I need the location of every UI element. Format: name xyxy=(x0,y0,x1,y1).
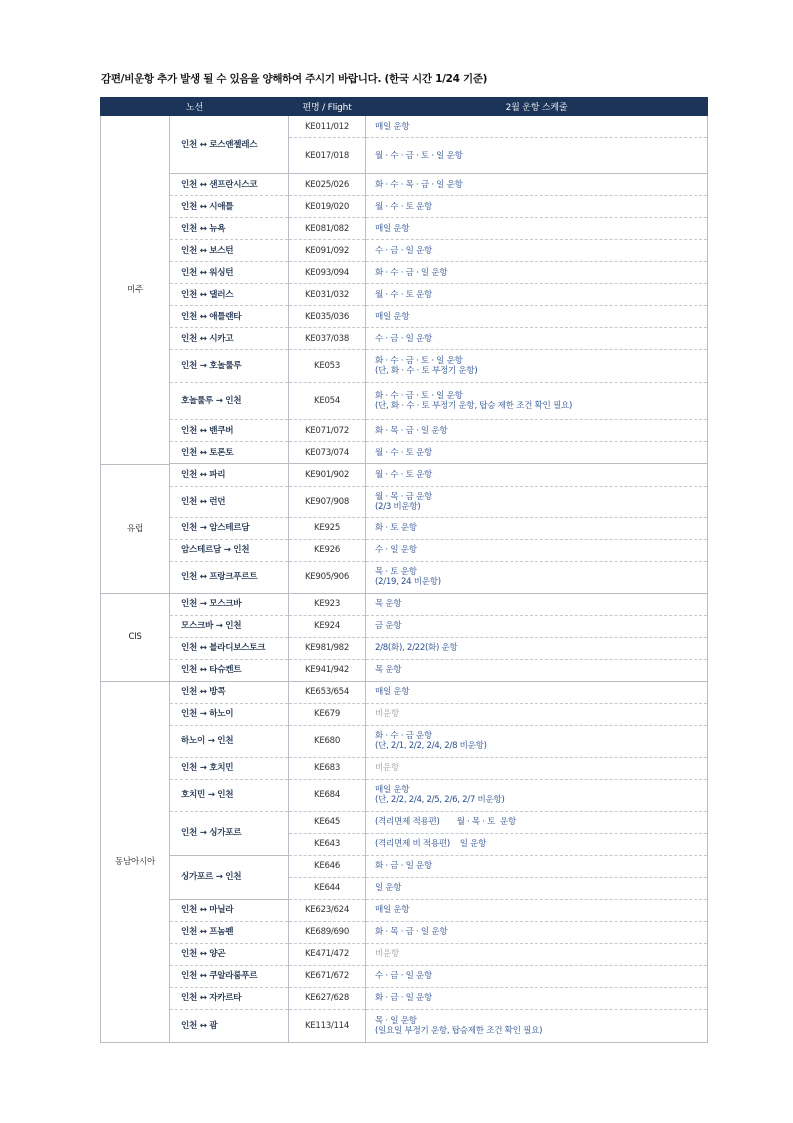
schedule-note: (단, 화 · 수 · 토 부정기 운항, 탑승 제한 조건 확인 필요) xyxy=(375,401,573,411)
table-row xyxy=(101,681,708,703)
table-row xyxy=(101,593,708,615)
route-name: 인천 ↔ 애틀랜타 xyxy=(170,306,289,328)
table-row xyxy=(101,757,708,779)
flight-number: KE684 xyxy=(289,779,366,811)
table-row xyxy=(101,284,708,306)
schedule-days: (격리면제 적용편) 월 · 목 · 토 운항 xyxy=(366,811,708,833)
flight-number: KE923 xyxy=(289,593,366,615)
flight-number: KE645 xyxy=(289,811,366,833)
flight-number: KE907/908 xyxy=(289,486,366,517)
schedule-days: 비운항 xyxy=(366,703,708,725)
schedule-days xyxy=(366,350,708,383)
schedule-note: (일요일 부정기 운항, 탑승제한 조건 확인 필요) xyxy=(375,1025,543,1036)
schedule-line: 화 · 수 · 금 운항 xyxy=(375,731,433,741)
flight-number: KE025/026 xyxy=(289,174,366,196)
flight-number: KE091/092 xyxy=(289,240,366,262)
flight-schedule-table xyxy=(100,97,708,1043)
schedule-days: 월 · 수 · 토 운항 xyxy=(366,284,708,306)
route-name: 인천 ↔ 밴쿠버 xyxy=(170,420,289,442)
region-southeast-asia: 동남아시아 xyxy=(101,681,170,1042)
schedule-days: 화 · 금 · 일 운항 xyxy=(366,855,708,877)
schedule-days: 수 · 금 · 일 운항 xyxy=(366,965,708,987)
schedule-line: 월 · 목 · 금 운항 xyxy=(375,491,433,502)
table-row xyxy=(101,899,708,921)
table-row xyxy=(101,464,708,486)
route-name: 인천 ↔ 타슈켄트 xyxy=(170,659,289,681)
route-name: 암스테르담 → 인천 xyxy=(170,539,289,561)
flight-number: KE093/094 xyxy=(289,262,366,284)
schedule-days xyxy=(366,1009,708,1042)
flight-number: KE081/082 xyxy=(289,218,366,240)
flight-number: KE926 xyxy=(289,539,366,561)
route-name: 인천 ↔ 쿠알라룸푸르 xyxy=(170,965,289,987)
schedule-days: 비운항 xyxy=(366,943,708,965)
notice-text: 감편/비운항 추가 발생 될 수 있음을 양해하여 주시기 바랍니다. (한국 시간 1/24 기준) xyxy=(101,73,488,85)
table-row xyxy=(101,262,708,284)
schedule-days: 수 · 일 운항 xyxy=(366,539,708,561)
table-row xyxy=(101,174,708,196)
schedule-days: 2/8(화), 2/22(화) 운항 xyxy=(366,637,708,659)
schedule-line: 목 · 일 운항 xyxy=(375,1015,417,1026)
schedule-days: 목 운항 xyxy=(366,593,708,615)
table-row xyxy=(101,240,708,262)
route-name: 인천 ↔ 샌프란시스코 xyxy=(170,174,289,196)
region-europe: 유럽 xyxy=(101,464,170,593)
flight-number: KE011/012 xyxy=(289,116,366,138)
flight-number: KE053 xyxy=(289,350,366,383)
route-name: 인천 ↔ 런던 xyxy=(170,486,289,517)
schedule-days: 화 · 수 · 목 · 금 · 일 운항 xyxy=(366,174,708,196)
schedule-days: 매일 운항 xyxy=(366,306,708,328)
schedule-days: 월 · 수 · 금 · 토 · 일 운항 xyxy=(366,138,708,174)
flight-number: KE646 xyxy=(289,855,366,877)
schedule-days xyxy=(366,383,708,420)
schedule-days: 매일 운항 xyxy=(366,116,708,138)
table-row xyxy=(101,811,708,833)
schedule-note: (단, 2/1, 2/2, 2/4, 2/8 비운항) xyxy=(375,741,487,751)
schedule-note: (단, 2/2, 2/4, 2/5, 2/6, 2/7 비운항) xyxy=(375,795,505,805)
route-name: 인천 ↔ 양곤 xyxy=(170,943,289,965)
schedule-days xyxy=(366,561,708,593)
flight-number: KE683 xyxy=(289,757,366,779)
schedule-days: 월 · 수 · 토 운항 xyxy=(366,196,708,218)
route-name: 호놀룰루 → 인천 xyxy=(170,383,289,420)
route-name: 인천 ↔ 뉴욕 xyxy=(170,218,289,240)
table-row xyxy=(101,637,708,659)
schedule-days: (격리면제 비 적용편) 일 운항 xyxy=(366,833,708,855)
table-row xyxy=(101,486,708,517)
flight-number: KE689/690 xyxy=(289,921,366,943)
schedule-line: 화 · 수 · 금 · 토 · 일 운항 xyxy=(375,356,463,366)
route-name: 인천 ↔ 파리 xyxy=(170,464,289,486)
table-row xyxy=(101,306,708,328)
schedule-days: 목 운항 xyxy=(366,659,708,681)
schedule-days: 화 · 목 · 금 · 일 운항 xyxy=(366,921,708,943)
flight-number: KE627/628 xyxy=(289,987,366,1009)
schedule-days: 매일 운항 xyxy=(366,681,708,703)
flight-number: KE073/074 xyxy=(289,442,366,464)
flight-number: KE643 xyxy=(289,833,366,855)
route-name: 하노이 → 인천 xyxy=(170,725,289,757)
flight-number: KE679 xyxy=(289,703,366,725)
header-route: 노선 xyxy=(101,98,289,116)
schedule-days: 수 · 금 · 일 운항 xyxy=(366,328,708,350)
table-row xyxy=(101,561,708,593)
flight-number: KE924 xyxy=(289,615,366,637)
flight-number: KE031/032 xyxy=(289,284,366,306)
route-name: 인천 → 암스테르담 xyxy=(170,517,289,539)
route-name: 인천 ↔ 시카고 xyxy=(170,328,289,350)
flight-number: KE471/472 xyxy=(289,943,366,965)
schedule-line: 화 · 수 · 금 · 토 · 일 운항 xyxy=(375,391,463,401)
flight-number: KE671/672 xyxy=(289,965,366,987)
table-row xyxy=(101,116,708,138)
schedule-days xyxy=(366,725,708,757)
route-name: 인천 → 모스크바 xyxy=(170,593,289,615)
table-row xyxy=(101,350,708,383)
flight-number: KE644 xyxy=(289,877,366,899)
table-row xyxy=(101,442,708,464)
route-name: 인천 → 하노이 xyxy=(170,703,289,725)
route-name: 인천 ↔ 시애틀 xyxy=(170,196,289,218)
schedule-days: 매일 운항 xyxy=(366,218,708,240)
schedule-note: (2/3 비운항) xyxy=(375,501,421,512)
schedule-line: 목 · 토 운항 xyxy=(375,567,417,577)
table-row xyxy=(101,196,708,218)
flight-number: KE071/072 xyxy=(289,420,366,442)
flight-number: KE623/624 xyxy=(289,899,366,921)
schedule-days: 화 · 금 · 일 운항 xyxy=(366,987,708,1009)
route-name: 인천 ↔ 프놈펜 xyxy=(170,921,289,943)
route-name: 인천 ↔ 자카르타 xyxy=(170,987,289,1009)
table-row xyxy=(101,659,708,681)
schedule-days: 화 · 토 운항 xyxy=(366,517,708,539)
flight-number: KE113/114 xyxy=(289,1009,366,1042)
flight-number: KE019/020 xyxy=(289,196,366,218)
flight-number: KE017/018 xyxy=(289,138,366,174)
flight-number: KE901/902 xyxy=(289,464,366,486)
table-row xyxy=(101,328,708,350)
region-cis: CIS xyxy=(101,593,170,681)
flight-number: KE653/654 xyxy=(289,681,366,703)
schedule-days: 화 · 목 · 금 · 일 운항 xyxy=(366,420,708,442)
route-name: 인천 ↔ 괌 xyxy=(170,1009,289,1042)
schedule-line: 매일 운항 xyxy=(375,785,410,795)
table-row xyxy=(101,779,708,811)
route-name: 호치민 → 인천 xyxy=(170,779,289,811)
route-name: 인천 ↔ 워싱턴 xyxy=(170,262,289,284)
table-row xyxy=(101,703,708,725)
flight-number: KE941/942 xyxy=(289,659,366,681)
table-row xyxy=(101,965,708,987)
schedule-days: 비운항 xyxy=(366,757,708,779)
table-row xyxy=(101,921,708,943)
table-row xyxy=(101,420,708,442)
header-schedule: 2월 운항 스케줄 xyxy=(366,98,708,116)
table-row xyxy=(101,1009,708,1042)
schedule-days xyxy=(366,486,708,517)
route-name: 인천 ↔ 댈러스 xyxy=(170,284,289,306)
route-name: 인천 → 호놀룰루 xyxy=(170,350,289,383)
table-row xyxy=(101,855,708,877)
flight-number: KE054 xyxy=(289,383,366,420)
route-name: 인천 ↔ 로스앤젤레스 xyxy=(170,116,289,174)
table-row xyxy=(101,615,708,637)
schedule-days: 수 · 금 · 일 운항 xyxy=(366,240,708,262)
table-row xyxy=(101,987,708,1009)
flight-number: KE680 xyxy=(289,725,366,757)
route-name: 인천 ↔ 프랑크푸르트 xyxy=(170,561,289,593)
schedule-days xyxy=(366,779,708,811)
route-name: 인천 ↔ 블라디보스토크 xyxy=(170,637,289,659)
route-name: 모스크바 → 인천 xyxy=(170,615,289,637)
region-americas: 미주 xyxy=(101,116,170,465)
flight-number: KE905/906 xyxy=(289,561,366,593)
table-row xyxy=(101,725,708,757)
flight-number: KE981/982 xyxy=(289,637,366,659)
route-name: 인천 → 호치민 xyxy=(170,757,289,779)
flight-number: KE035/036 xyxy=(289,306,366,328)
flight-number: KE925 xyxy=(289,517,366,539)
route-name: 인천 ↔ 마닐라 xyxy=(170,899,289,921)
table-row xyxy=(101,383,708,420)
schedule-days: 월 · 수 · 토 운항 xyxy=(366,464,708,486)
schedule-note: (2/19, 24 비운항) xyxy=(375,577,441,587)
schedule-note: (단, 화 · 수 · 토 부정기 운항) xyxy=(375,366,478,376)
schedule-days: 월 · 수 · 토 운항 xyxy=(366,442,708,464)
table-row xyxy=(101,517,708,539)
table-header-row xyxy=(101,98,708,116)
schedule-days: 금 운항 xyxy=(366,615,708,637)
route-name: 인천 ↔ 방콕 xyxy=(170,681,289,703)
table-row xyxy=(101,218,708,240)
flight-number: KE037/038 xyxy=(289,328,366,350)
schedule-days: 일 운항 xyxy=(366,877,708,899)
route-name: 싱가포르 → 인천 xyxy=(170,855,289,899)
header-flight: 편명 / Flight xyxy=(289,98,366,116)
route-name: 인천 → 싱가포르 xyxy=(170,811,289,855)
schedule-days: 화 · 수 · 금 · 일 운항 xyxy=(366,262,708,284)
route-name: 인천 ↔ 토론토 xyxy=(170,442,289,464)
schedule-days: 매일 운항 xyxy=(366,899,708,921)
table-row xyxy=(101,539,708,561)
table-row xyxy=(101,943,708,965)
route-name: 인천 ↔ 보스턴 xyxy=(170,240,289,262)
